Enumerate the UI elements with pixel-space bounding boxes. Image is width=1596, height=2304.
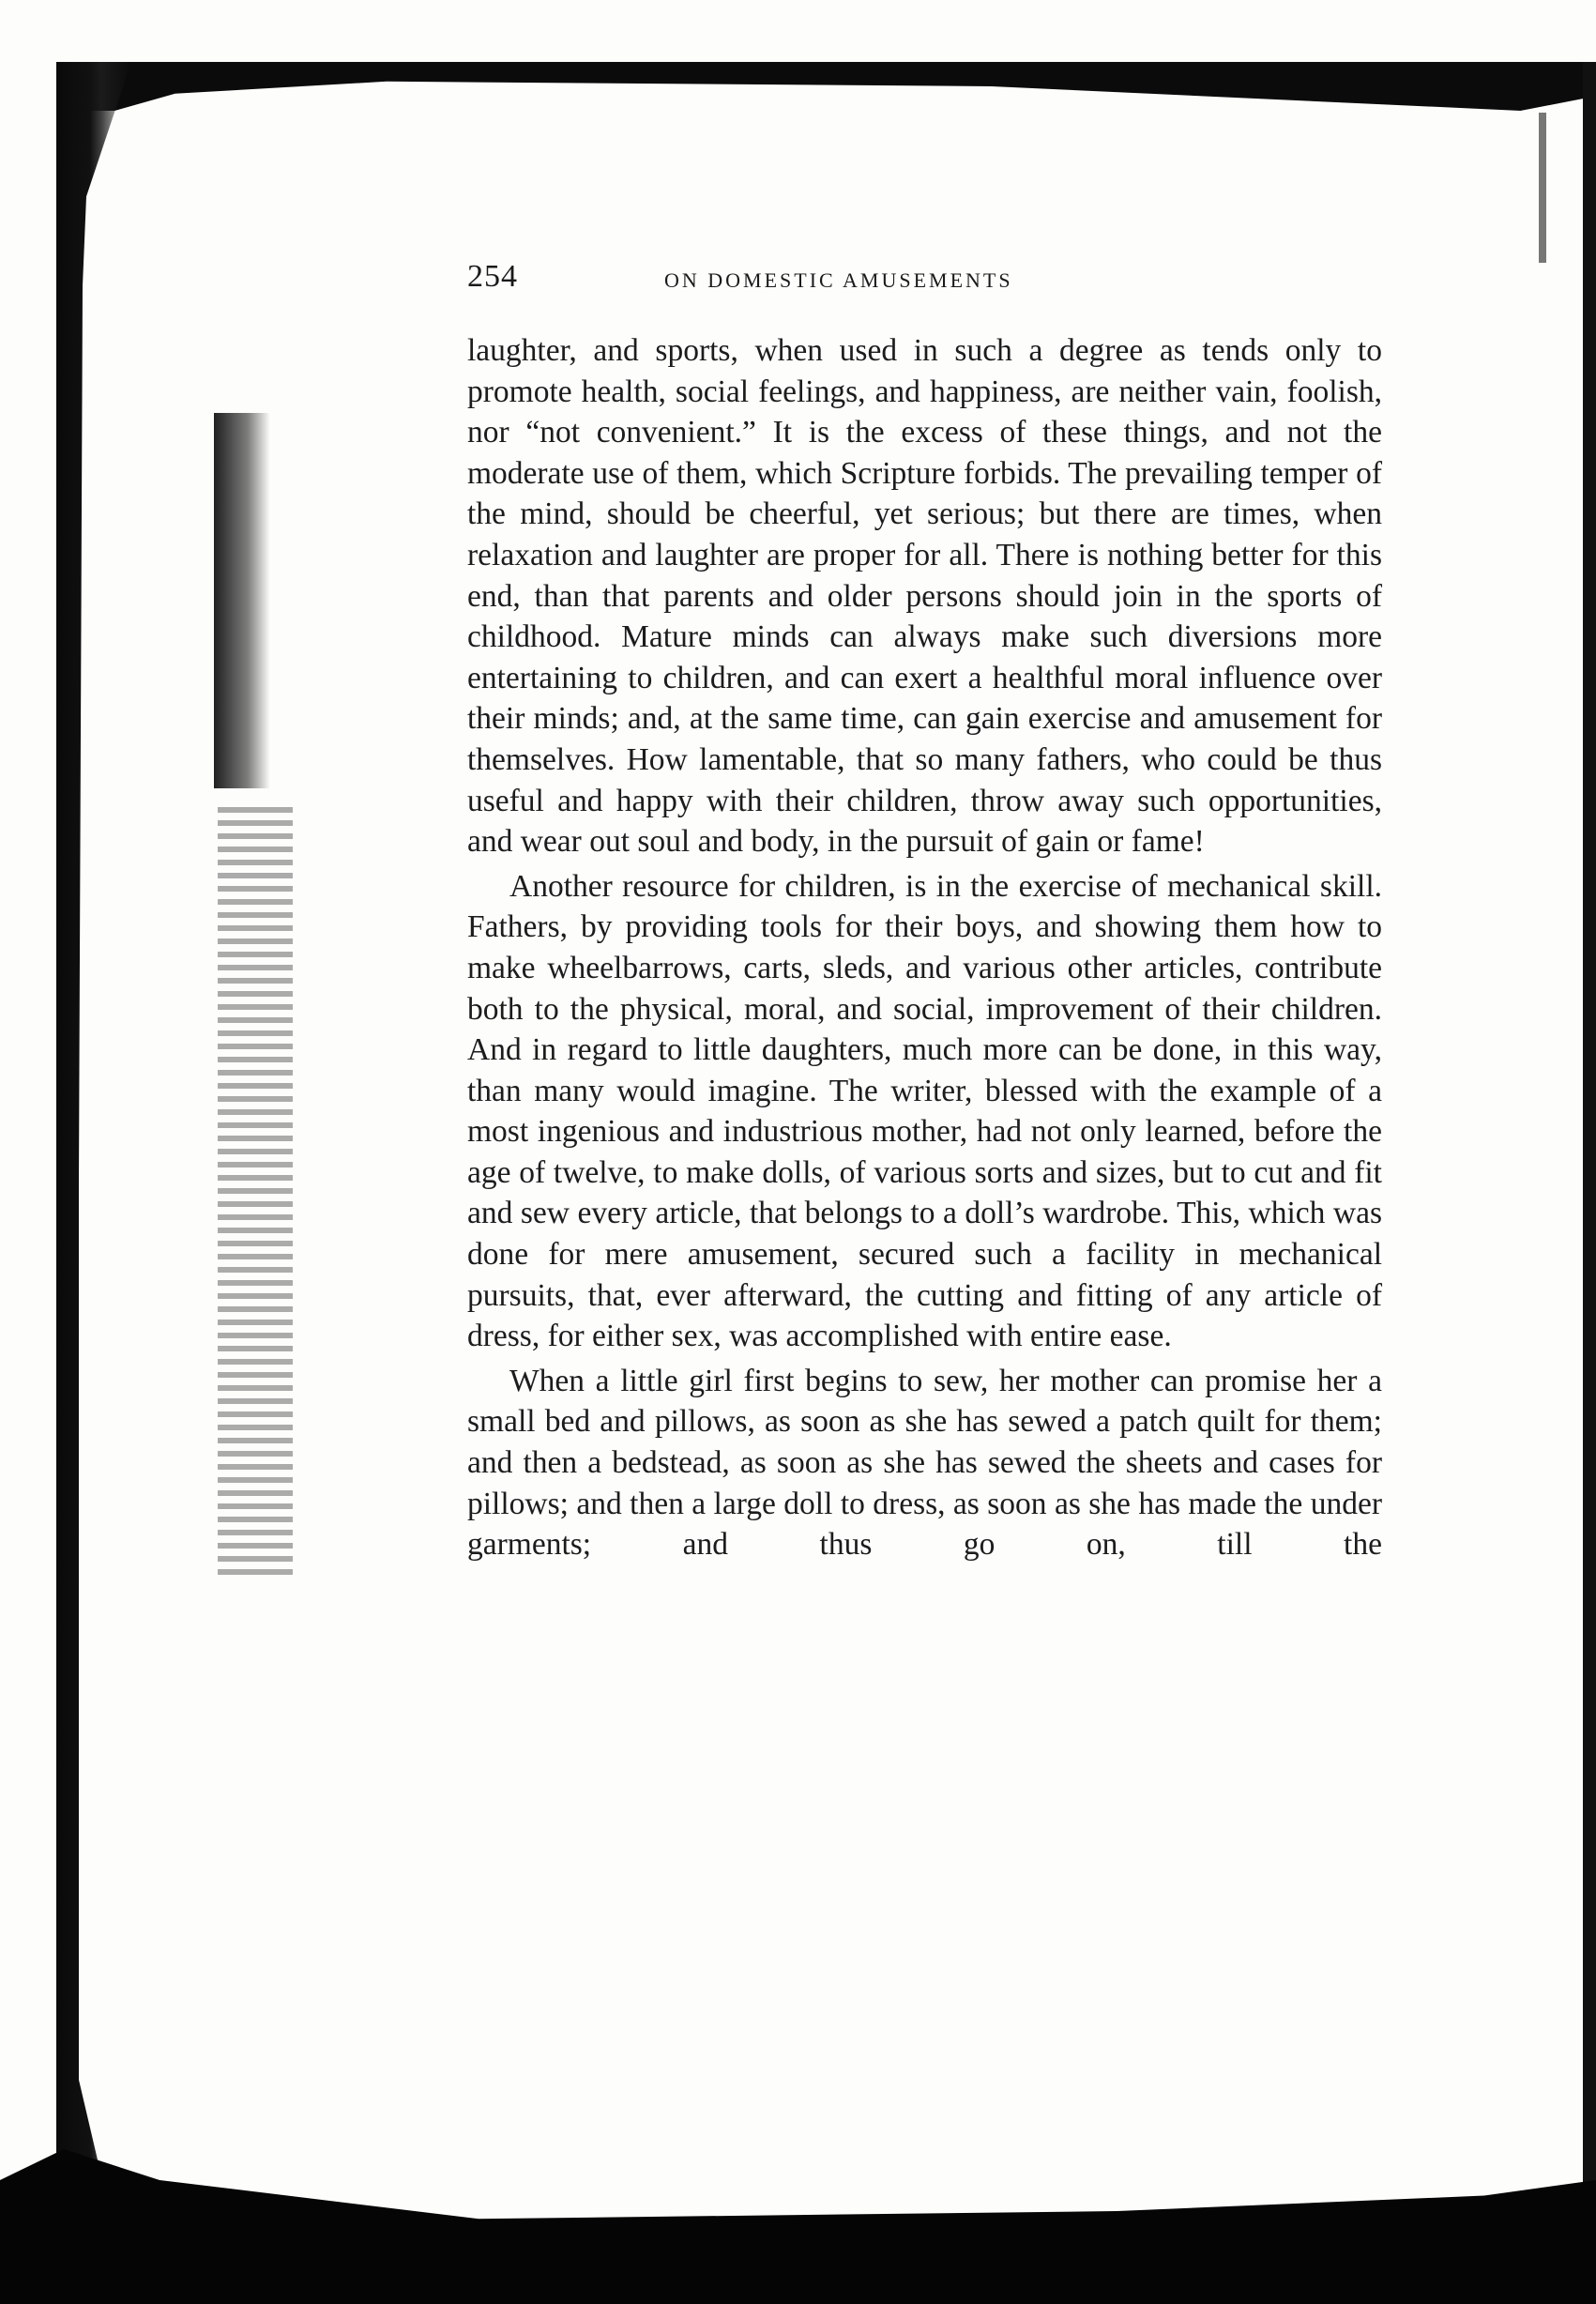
scan-border-left bbox=[56, 62, 131, 2304]
paragraph: laughter, and sports, when used in such a degree as tends only to promote health, social feelings, and happiness, are neither vain, foolish, nor “not convenient.” It is the excess of these things, and not the moderate use of them, which Scripture forbids. The prevailing temper of the mind, should be cheerful, yet serious; but there are times, when relaxation and laughter are proper for all. There is nothing better for this end, than that parents and older persons should join in the sports of childhood. Mature minds can always make such diversions more entertaining to children, and can exert a healthful moral influence over their minds; and, at the same time, can gain exercise and amusement for themselves. How lamentable, that so many fathers, who could be thus useful and happy with their children, throw away such opportunities, and wear out soul and body, in the pursuit of gain or fame! bbox=[467, 333, 1382, 860]
paragraph: Another resource for children, is in the exercise of mechanical skill. Fathers, by providing tools for their boys, and showing them how to make wheelbarrows, carts, sleds, and various other articles, contribute both to the physical, moral, and social, improvement of their children. And in regard to little daughters, much more can be done, in this way, than many would imagine. The writer, blessed with the example of a most ingenious and industrious mother, had not only learned, before the age of twelve, to make dolls, of various sorts and sizes, but to cut and fit and sew every article, that belongs to a doll’s wardrobe. This, which was done for mere amusement, secured such a facility in mechanical pursuits, that, ever afterward, the cutting and fitting of any article of dress, for either sex, was accomplished with entire ease. bbox=[467, 868, 1382, 1354]
page-number: 254 bbox=[467, 259, 518, 294]
scan-edge-mark bbox=[1539, 113, 1546, 263]
scan-border-bottom bbox=[0, 2149, 1596, 2304]
page-header bbox=[467, 259, 1382, 306]
scan-border-right bbox=[1583, 62, 1596, 2304]
scan-gutter-shadow bbox=[214, 413, 270, 788]
scan-gutter-noise bbox=[218, 807, 293, 1577]
scan-border-top bbox=[84, 62, 1596, 111]
running-head: ON DOMESTIC AMUSEMENTS bbox=[664, 268, 1013, 292]
paragraph: When a little girl first begins to sew, her mother can promise her a small bed and pillows, as soon as she has sewed a patch quilt for them; and then a bedstead, as soon as she has sewed the sheets and cases for pillows; and then a large doll to dress, as soon as she has made the under garments; and thus go on, till the bbox=[467, 1363, 1382, 1563]
body-text bbox=[467, 330, 1382, 1569]
